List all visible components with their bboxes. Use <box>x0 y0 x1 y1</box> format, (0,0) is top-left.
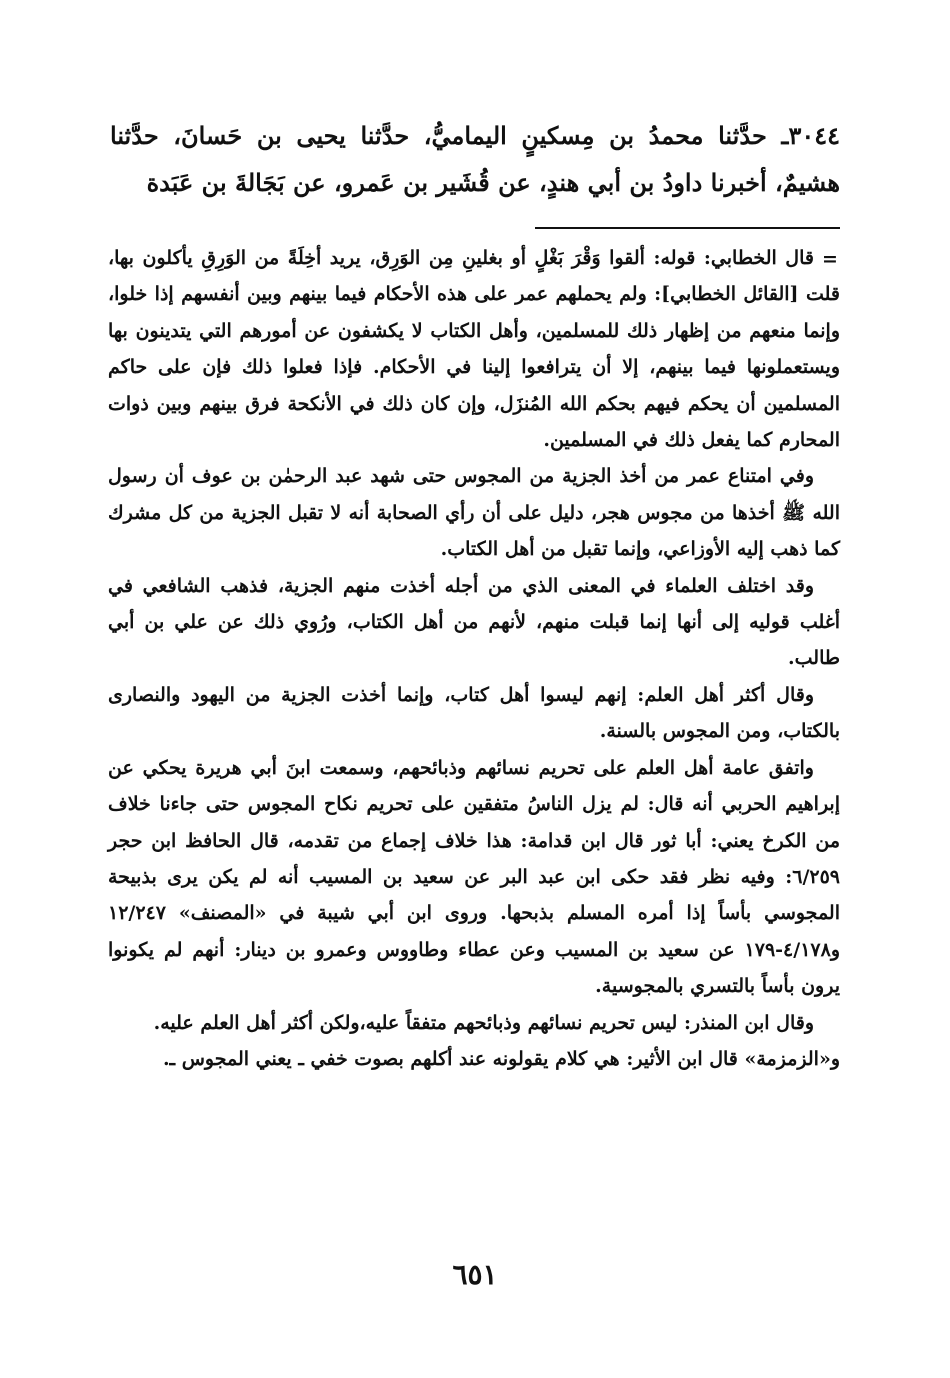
footnote-paragraph: وقال أكثر أهل العلم: إنهم ليسوا أهل كتاب، وإنما أخذت الجزية من اليهود والنصارى بالكتاب، ومن المجوس بالسنة. <box>108 683 840 743</box>
footnotes-section <box>108 240 840 1077</box>
hadith-paragraph: ٣٠٤٤ـ حدَّثنا محمدُ بن مِسكينٍ اليماميُّ، حدَّثنا يحيى بن حَسانَ، حدَّثنا هشيمٌ، أخبرنا داودُ بن أبي هندٍ، عن قُشَير بن عَمرو، عن بَجَالةَ بن عَبَدة <box>110 121 840 197</box>
footnote-paragraph: قال الخطابي: قوله: ألقوا وَقْرَ بَغْلٍ أو بغلينِ مِن الوَرِق، يريد أخِلَةً من الوَرِقِ يأكلون بها، قلت [القائل الخطابي]: ولم يحملهم عمر على هذه الأحكام فيما بينهم وبين أنفسهم إذا خلوا، وإنما منعهم من إظهار ذلك للمسلمين، وأهل الكتاب لا يكشفون عن أمورهم التي يتدينون بها ويستعملونها فيما بينهم، إلا أن يترافعوا إلينا في الأحكام. فإذا فعلوا ذلك فإن على حاكم المسلمين أن يحكم فيهم بحكم الله المُنزَل، وإن كان ذلك في الأنكحة فرق بينهم وبين ذوات المحارم كما يفعل ذلك في المسلمين. <box>108 247 840 452</box>
footnote-paragraph: وقال ابن المنذر: ليس تحريم نسائهم وذبائحهم متفقاً عليه،ولكن أكثر أهل العلم عليه. <box>153 1011 814 1034</box>
page-number: ٦٥١ <box>452 1258 498 1291</box>
hadith-text <box>110 112 840 206</box>
footnote-continuation-marker: = <box>822 248 838 270</box>
footnote-paragraph: واتفق عامة أهل العلم على تحريم نسائهم وذبائحهم، وسمعت ابنَ أبي هريرة يحكي عن إبراهيم الحربي أنه قال: لم يزل الناسُ متفقين على تحريم نكاح المجوس حتى جاءنا خلاف من الكرخ يعني: أبا ثور قال ابن قدامة: هذا خلاف إجماع من تقدمه، قال الحافظ ابن حجر ٦/٢٥٩: وفيه نظر فقد حكى ابن عبد البر عن سعيد بن المسيب أنه لم يكن يرى بذبيحة المجوسي بأساً إذا أمره المسلم بذبحها. وروى ابن أبي شيبة في «المصنف» ١٢/٢٤٧ و٤/١٧٨-١٧٩ عن سعيد بن المسيب وعن عطاء وطاووس وعمرو بن دينار: أنهم لم يكونوا يرون بأساً بالتسري بالمجوسية. <box>108 756 840 998</box>
footnote-paragraph: وقد اختلف العلماء في المعنى الذي من أجله أخذت منهم الجزية، فذهب الشافعي في أغلب قوليه إلى أنها إنما قبلت منهم، لأنهم من أهل الكتاب، ورُوي ذلك عن علي بن أبي طالب. <box>108 574 840 670</box>
footnote-separator <box>535 227 840 229</box>
footnote-paragraph: و«الزمزمة» قال ابن الأثير: هي كلام يقولونه عند أكلهم بصوت خفي ـ يعني المجوس ـ. <box>162 1047 840 1070</box>
footnote-paragraph: وفي امتناع عمر من أخذ الجزية من المجوس حتى شهد عبد الرحمٰن بن عوف أن رسول الله ﷺ أخذها من مجوس هجر، دليل على أن رأي الصحابة أنه لا تقبل الجزية من كل مشرك كما ذهب إليه الأوزاعي، وإنما تقبل من أهل الكتاب. <box>108 465 840 561</box>
